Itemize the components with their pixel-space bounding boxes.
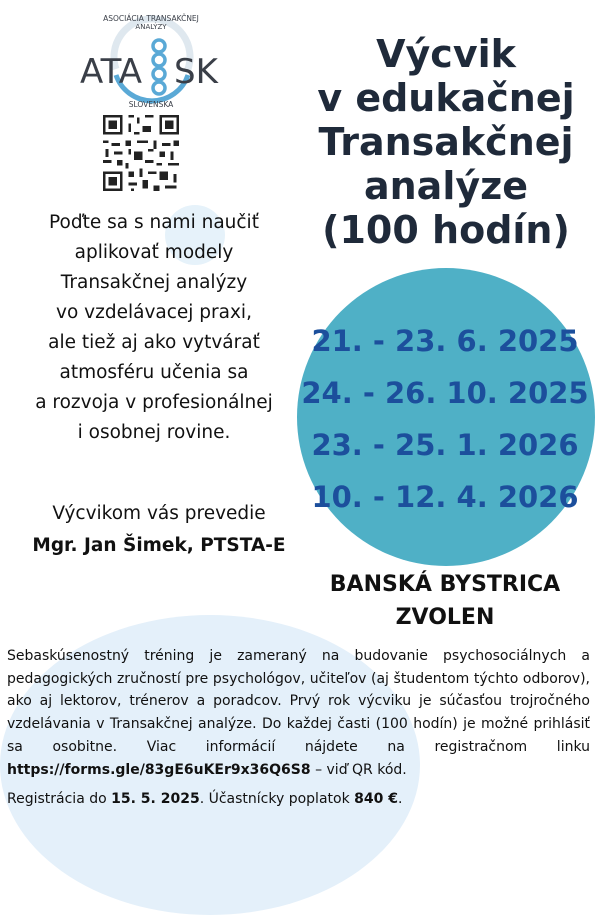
date-item: 23. - 25. 1. 2026 [311, 428, 579, 462]
intro-line: vo vzdelávacej praxi, [56, 302, 252, 323]
registration-info [7, 788, 590, 811]
location-line: ZVOLEN [395, 605, 495, 630]
logo-arc-top: ASOCIÁCIA TRANSAKČNEJ [103, 14, 199, 23]
intro-line: ale tiež aj ako vytvárať [48, 332, 260, 353]
registration-link[interactable]: https://forms.gle/83gE6uKEr9x36Q6S8 [7, 761, 311, 778]
training-dates [300, 315, 590, 523]
qr-code-icon [100, 112, 182, 194]
fee-suffix: . [397, 791, 403, 808]
title-line: (100 hodín) [322, 208, 570, 252]
course-title [300, 32, 592, 252]
logo-arc-bottom: SLOVENSKA [128, 100, 174, 109]
logo-arc-top2: ANALÝZY [135, 23, 167, 31]
intro-line: i osobnej rovine. [77, 422, 231, 443]
intro-line: Transakčnej analýzy [60, 272, 248, 293]
trainer-name: Mgr. Jan Šimek, PTSTA-E [32, 535, 286, 556]
trainer-info [0, 498, 318, 562]
intro-line: aplikovať modely [74, 242, 234, 263]
logo-text-right: SK [174, 52, 218, 92]
description-paragraph [7, 645, 590, 781]
description [7, 645, 590, 811]
location-line: BANSKÁ BYSTRICA [329, 572, 561, 597]
intro-line: Poďte sa s nami naučiť [49, 212, 259, 233]
registration-prefix: Registrácia do [7, 791, 112, 808]
fee-prefix: . Účastnícky poplatok [199, 791, 355, 808]
atasksk-logo [76, 7, 226, 117]
fee-amount: 840 € [354, 791, 398, 808]
intro-text [0, 208, 308, 448]
intro-line: atmosféru učenia sa [59, 362, 249, 383]
description-text: Sebaskúsenostný tréning je zameraný na budovanie psychosociálnych a pedagogických zručností pre psychológov, učiteľov (aj študentom týchto odborov), ako aj lektorov, trénerov a poradcov. Prvý rok výcviku je súčasťou trojročného vzdelávania v Transakčnej analýze. Do každej časti (100 hodín) je možné prihlásiť sa osobitne. Viac informácií nájdete na registračnom linku [7, 648, 590, 755]
registration-deadline: 15. 5. 2025 [111, 791, 200, 808]
date-item: 24. - 26. 10. 2025 [301, 376, 589, 410]
title-line: Transakčnej [318, 120, 574, 164]
title-line: Výcvik [376, 32, 516, 76]
logo-text-left: ATA [80, 52, 143, 92]
title-line: v edukačnej [317, 76, 575, 120]
date-item: 21. - 23. 6. 2025 [311, 324, 579, 358]
date-item: 10. - 12. 4. 2026 [311, 480, 579, 514]
intro-line: a rozvoja v profesionálnej [35, 392, 273, 413]
title-line: analýze [363, 164, 529, 208]
description-after-link: – viď QR kód. [310, 761, 407, 778]
trainer-lead-text: Výcvikom vás prevedie [52, 503, 266, 524]
location [290, 568, 600, 634]
